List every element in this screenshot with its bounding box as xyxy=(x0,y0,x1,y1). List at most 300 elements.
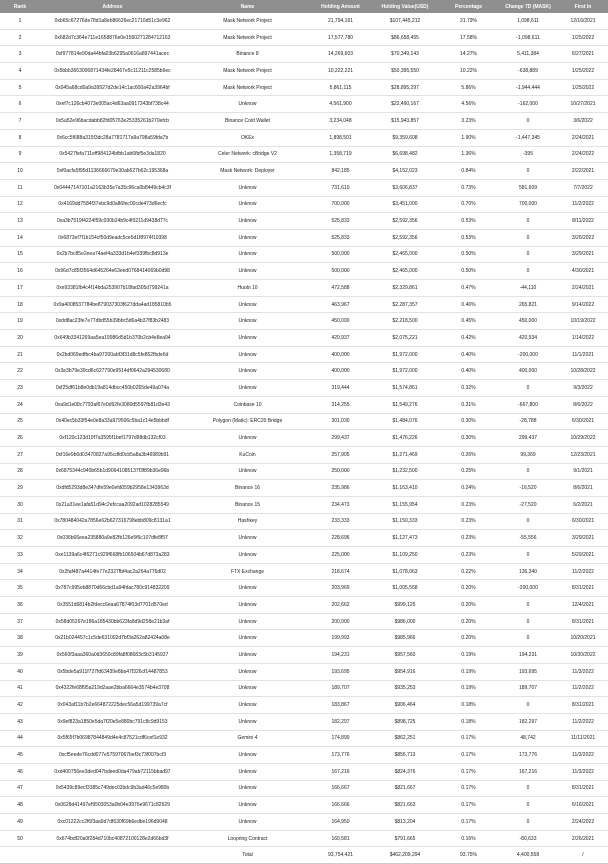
address-cell[interactable]: 0x682d7c364e711e1658876e0e1560271284712163 xyxy=(40,29,185,46)
address-cell[interactable]: 0x5bbb3663006871434fe28467e5c11211c2585b6ec xyxy=(40,63,185,80)
rank-cell: 28 xyxy=(0,463,40,480)
percentage-cell: 0.84% xyxy=(439,163,498,180)
address-cell[interactable]: 0x4169dd7584f37ebc9d0a86fec00cde473d6ecfc xyxy=(40,196,185,213)
name-cell: OKEx xyxy=(185,129,310,146)
change-7d-cell: 193,695 xyxy=(498,663,558,680)
name-cell: Unknow xyxy=(185,797,310,814)
table-row xyxy=(0,63,608,80)
total-holding-amount: 93,754,421 xyxy=(310,847,371,864)
table-row xyxy=(0,814,608,831)
percentage-cell: 0.17% xyxy=(439,780,498,797)
percentage-cell: 0.20% xyxy=(439,580,498,597)
name-cell: Unknow xyxy=(185,814,310,831)
holding-value-cell: $2,465,000 xyxy=(371,246,439,263)
address-cell[interactable]: 0xf25df61b8e0db19a814dbcc450b0265de49a074a xyxy=(40,380,185,397)
address-cell[interactable]: 0xcf5eede76cdd077e57597067bef3c73f007bcf3 xyxy=(40,747,185,764)
address-cell[interactable]: 0x043af11b7b2e664872225dec56a5d199739a7cf xyxy=(40,697,185,714)
change-7d-cell: 0 xyxy=(498,547,558,564)
header-rank[interactable]: Rank xyxy=(0,0,40,13)
first-in-cell: 11/11/2021 xyxy=(558,730,608,747)
holding-value-cell: $107,445,212 xyxy=(371,13,439,29)
change-7d-cell: -16,520 xyxy=(498,480,558,497)
rank-cell: 43 xyxy=(0,713,40,730)
holding-value-cell: $1,155,954 xyxy=(371,496,439,513)
percentage-cell: 14.27% xyxy=(439,46,498,63)
name-cell: KuCoin xyxy=(185,446,310,463)
rank-cell: 18 xyxy=(0,296,40,313)
address-cell[interactable]: 0x5f65f7b06987844849d4e4c87521cdf6cef1e932 xyxy=(40,730,185,747)
first-in-cell: 10/30/2022 xyxy=(558,647,608,664)
name-cell: Unknow xyxy=(185,747,310,764)
percentage-cell: 0.46% xyxy=(439,296,498,313)
holding-amount-cell: 166,666 xyxy=(310,797,371,814)
holding-value-cell: $1,150,333 xyxy=(371,513,439,530)
holding-amount-cell: 21,794,161 xyxy=(310,13,371,29)
address-cell[interactable]: 0x21b024457c1c5de631002d7bf3a262a82424a08e xyxy=(40,630,185,647)
percentage-cell: 0.42% xyxy=(439,330,498,347)
percentage-cell: 3.23% xyxy=(439,113,498,130)
first-in-cell: 8/31/2021 xyxy=(558,580,608,597)
change-7d-cell: 0 xyxy=(498,597,558,614)
table-body xyxy=(0,13,608,847)
address-cell[interactable]: 0x04447147101a2163b35e7a35c96ca0b8449cb4c3f xyxy=(40,179,185,196)
percentage-cell: 0.16% xyxy=(439,830,498,847)
change-7d-cell: -200,000 xyxy=(498,346,558,363)
first-in-cell: 11/3/2022 xyxy=(558,763,608,780)
rank-cell: 45 xyxy=(0,747,40,764)
change-7d-cell: 0 xyxy=(498,213,558,230)
percentage-cell: 21.79% xyxy=(439,13,498,29)
table-row xyxy=(0,747,608,764)
name-cell: Mask Network Project xyxy=(185,29,310,46)
first-in-cell: 10/27/2021 xyxy=(558,96,608,113)
holding-value-cell: $2,075,221 xyxy=(371,330,439,347)
address-cell[interactable]: 0x674bdf20a0f284d710bc40872100128e2d66bd3f xyxy=(40,830,185,847)
holding-amount-cell: 167,216 xyxy=(310,763,371,780)
holding-value-cell: $957,560 xyxy=(371,647,439,664)
address-cell[interactable]: 0xc01222cc2f6f3aa9d7df630f69b6edbe196d9048 xyxy=(40,814,185,831)
first-in-cell: 12/23/2021 xyxy=(558,446,608,463)
address-cell[interactable]: 0xe1139a6c4f6271c929f668fb106504b67d873a283 xyxy=(40,547,185,564)
percentage-cell: 0.17% xyxy=(439,797,498,814)
change-7d-cell: 450,000 xyxy=(498,313,558,330)
first-in-cell: 7/7/2022 xyxy=(558,179,608,196)
table-row xyxy=(0,280,608,297)
percentage-cell: 0.19% xyxy=(439,647,498,664)
change-7d-cell: -27,520 xyxy=(498,496,558,513)
first-in-cell: 1/25/2022 xyxy=(558,79,608,96)
table-row xyxy=(0,563,608,580)
holding-amount-cell: 10,222,221 xyxy=(310,63,371,80)
address-cell[interactable]: 0xf16e9b0d03470827a95cdfd0cb5a8a3b46989b91 xyxy=(40,446,185,463)
holding-value-cell: $821,667 xyxy=(371,780,439,797)
name-cell: Unknow xyxy=(185,313,310,330)
first-in-cell: 5/29/2021 xyxy=(558,547,608,564)
address-cell[interactable]: 0xdfd5293d8e347dfe59e0efd059b2958e1343963d xyxy=(40,480,185,497)
rank-cell: 44 xyxy=(0,730,40,747)
header-address[interactable]: Address xyxy=(40,0,185,13)
address-cell[interactable]: 0x40ec5b33f54e0e8a33a979506c5ba1c14e5bbbdf xyxy=(40,413,185,430)
name-cell: Unknow xyxy=(185,597,310,614)
holding-amount-cell: 450,000 xyxy=(310,313,371,330)
holding-value-cell: $985,966 xyxy=(371,630,439,647)
holding-amount-cell: 319,444 xyxy=(310,380,371,397)
address-cell[interactable]: 0x2bd069edfbc4ba97200abf3f31d8c5fe852fbde6d xyxy=(40,346,185,363)
table-row xyxy=(0,13,608,29)
table-row xyxy=(0,713,608,730)
holding-value-cell: $813,204 xyxy=(371,814,439,831)
name-cell: Unknow xyxy=(185,697,310,714)
address-cell[interactable]: 0xe93381fb4c4f14bda253907b18fad305d799241a xyxy=(40,280,185,297)
name-cell: Unknow xyxy=(185,179,310,196)
address-cell[interactable]: 0x6875344c940b65b1d90641085137f3f89b36e96b xyxy=(40,463,185,480)
percentage-cell: 0.40% xyxy=(439,346,498,363)
rank-cell: 34 xyxy=(0,563,40,580)
holding-amount-cell: 5,861,115 xyxy=(310,79,371,96)
address-cell[interactable]: 0xef7c126cb4073e005ac4d63aa0917243bf738c44 xyxy=(40,96,185,113)
holding-value-cell: $856,713 xyxy=(371,747,439,764)
rank-cell: 23 xyxy=(0,380,40,397)
first-in-cell: 1/14/2022 xyxy=(558,330,608,347)
address-cell[interactable]: 0x2faf487a4414fe77e2327fbf4ac2a264a776d02 xyxy=(40,563,185,580)
holding-value-cell: $1,127,473 xyxy=(371,530,439,547)
address-cell[interactable]: 0xa3b7519f4224f59c030b24b9c4f0211d9438d77c xyxy=(40,213,185,230)
holding-value-cell: $2,465,000 xyxy=(371,263,439,280)
first-in-cell: 11/2/2022 xyxy=(558,196,608,213)
table-row xyxy=(0,630,608,647)
rank-cell: 29 xyxy=(0,480,40,497)
holding-value-cell: $50,395,550 xyxy=(371,63,439,80)
name-cell: Hashkey xyxy=(185,513,310,530)
holding-amount-cell: 218,674 xyxy=(310,563,371,580)
holding-amount-cell: 235,986 xyxy=(310,480,371,497)
rank-cell: 46 xyxy=(0,763,40,780)
percentage-cell: 0.23% xyxy=(439,547,498,564)
address-cell[interactable]: 0x2b7bc85e2eea74aef4a333d1b4ef339fbc8d913e xyxy=(40,246,185,263)
first-in-cell: 10/28/2022 xyxy=(558,363,608,380)
address-cell[interactable]: 0x0628d41497ef9503053a0b04e3976e9671c82629 xyxy=(40,797,185,814)
address-cell[interactable]: 0xdd8ac23fe7e77dbd55b39bbc5d6a4b37f83b2483 xyxy=(40,313,185,330)
first-in-cell: 2/24/2022 xyxy=(558,814,608,831)
first-in-cell: 11/1/2021 xyxy=(558,346,608,363)
table-row xyxy=(0,663,608,680)
table-row xyxy=(0,763,608,780)
table-row xyxy=(0,96,608,113)
rank-cell: 49 xyxy=(0,814,40,831)
table-row xyxy=(0,480,608,497)
change-7d-cell: 136,340 xyxy=(498,563,558,580)
address-cell[interactable]: 0x3551d6814b2fdecc6eaa67874f03d7701d570ed xyxy=(40,597,185,614)
address-cell[interactable]: 0x6873ef7f1b154cf50d9eadc5ce5d1f8974f10398 xyxy=(40,229,185,246)
percentage-cell: 5.86% xyxy=(439,79,498,96)
address-cell[interactable]: 0xf977814e90da44bfa03b6295a0616a897441acec xyxy=(40,46,185,63)
change-7d-cell: 0 xyxy=(498,697,558,714)
table-row xyxy=(0,830,608,847)
percentage-cell: 0.17% xyxy=(439,814,498,831)
name-cell: Unknow xyxy=(185,430,310,447)
name-cell: Gemini 4 xyxy=(185,730,310,747)
name-cell: Mask Network Project xyxy=(185,13,310,29)
table-row xyxy=(0,363,608,380)
name-cell: Unknow xyxy=(185,380,310,397)
change-7d-cell: -667,800 xyxy=(498,396,558,413)
change-7d-cell: 299,437 xyxy=(498,430,558,447)
address-cell[interactable]: 0xf120c123d10f7a3595f1bef1797d98db132cf03 xyxy=(40,430,185,447)
name-cell: Unknow xyxy=(185,263,310,280)
address-cell[interactable]: 0x3e3b79e30cd6c627790e9514df0642a294530680 xyxy=(40,363,185,380)
percentage-cell: 0.40% xyxy=(439,363,498,380)
first-in-cell: 11/3/2022 xyxy=(558,663,608,680)
address-cell[interactable]: 0x96d7c85f3564d645264e63eed0768414069b0d98 xyxy=(40,263,185,280)
header-name[interactable]: Name xyxy=(185,0,310,13)
rank-cell: 7 xyxy=(0,113,40,130)
name-cell: Unknow xyxy=(185,213,310,230)
name-cell: Unknow xyxy=(185,713,310,730)
holding-value-cell: $1,078,063 xyxy=(371,563,439,580)
holding-amount-cell: 194,231 xyxy=(310,647,371,664)
rank-cell: 39 xyxy=(0,647,40,664)
first-in-cell: 11/2/2022 xyxy=(558,563,608,580)
percentage-cell: 0.17% xyxy=(439,763,498,780)
table-row xyxy=(0,346,608,363)
address-cell[interactable]: 0x21a31ee1afa51d94c2efccaa2092ad1028285549 xyxy=(40,496,185,513)
rank-cell: 14 xyxy=(0,229,40,246)
table-row xyxy=(0,580,608,597)
name-cell: Binance Cold Wallet xyxy=(185,113,310,130)
first-in-cell: 10/29/2022 xyxy=(558,430,608,447)
total-change-7d: 4,400,558 xyxy=(498,847,558,864)
first-in-cell: 9/3/2022 xyxy=(558,380,608,397)
holding-amount-cell: 203,969 xyxy=(310,580,371,597)
first-in-cell: 6/30/2021 xyxy=(558,413,608,430)
first-in-cell: 2/24/2022 xyxy=(558,146,608,163)
percentage-cell: 1.36% xyxy=(439,146,498,163)
name-cell: Unknow xyxy=(185,96,310,113)
percentage-cell: 0.50% xyxy=(439,246,498,263)
address-cell[interactable]: 0x58d05267e186a185430bb623fa8d9d258e21b3af xyxy=(40,613,185,630)
rank-cell: 10 xyxy=(0,163,40,180)
header-change-7d[interactable]: Change 7D (MASK) xyxy=(498,0,558,13)
table-row xyxy=(0,413,608,430)
change-7d-cell: 0 xyxy=(498,463,558,480)
change-7d-cell: 182,297 xyxy=(498,713,558,730)
address-cell[interactable]: 0xd400756ee3ded047bdeed0da479ab72115bbad97 xyxy=(40,763,185,780)
table-row xyxy=(0,179,608,196)
table-row xyxy=(0,29,608,46)
rank-cell: 21 xyxy=(0,346,40,363)
table-row xyxy=(0,313,608,330)
holding-amount-cell: 700,000 xyxy=(310,196,371,213)
address-cell[interactable]: 0xf0acfa5f95d1136666679e30ab627b62c195368a xyxy=(40,163,185,180)
rank-cell: 13 xyxy=(0,213,40,230)
rank-cell: 50 xyxy=(0,830,40,847)
change-7d-cell: 0 xyxy=(498,380,558,397)
percentage-cell: 0.30% xyxy=(439,430,498,447)
table-row xyxy=(0,446,608,463)
rank-cell: 4 xyxy=(0,63,40,80)
address-cell[interactable]: 0x5a52e96bacdabb82fd05763e25335261b270efcb xyxy=(40,113,185,130)
name-cell: Mask Network Project xyxy=(185,79,310,96)
address-cell[interactable]: 0x6cc5f688a315f3dc28a7781717a9a798a59fda7b xyxy=(40,129,185,146)
rank-cell: 5 xyxy=(0,79,40,96)
holding-value-cell: $791,665 xyxy=(371,830,439,847)
holding-value-cell: $898,725 xyxy=(371,713,439,730)
change-7d-cell: 5,411,384 xyxy=(498,46,558,63)
rank-cell: 30 xyxy=(0,496,40,513)
first-in-cell: 11/2/2022 xyxy=(558,680,608,697)
holding-amount-cell: 225,000 xyxy=(310,547,371,564)
name-cell: Celer Network: cBridge V2 xyxy=(185,146,310,163)
percentage-cell: 0.50% xyxy=(439,263,498,280)
holding-amount-cell: 257,905 xyxy=(310,446,371,463)
first-in-cell: 10/19/2022 xyxy=(558,313,608,330)
address-cell[interactable]: 0x780484042a7856e62b627316798ebb809c8131a1 xyxy=(40,513,185,530)
rank-cell: 47 xyxy=(0,780,40,797)
change-7d-cell: -55,556 xyxy=(498,530,558,547)
rank-cell: 48 xyxy=(0,797,40,814)
holding-amount-cell: 1,358,719 xyxy=(310,146,371,163)
change-7d-cell: 194,231 xyxy=(498,647,558,664)
change-7d-cell: 0 xyxy=(498,797,558,814)
holding-value-cell: $6,698,482 xyxy=(371,146,439,163)
table-row xyxy=(0,780,608,797)
percentage-cell: 0.45% xyxy=(439,313,498,330)
holding-value-cell: $1,232,500 xyxy=(371,463,439,480)
first-in-cell: 8/11/2022 xyxy=(558,213,608,230)
percentage-cell: 0.18% xyxy=(439,713,498,730)
change-7d-cell: -28,788 xyxy=(498,413,558,430)
holding-value-cell: $2,218,500 xyxy=(371,313,439,330)
first-in-cell: 2/24/2021 xyxy=(558,129,608,146)
rank-cell: 26 xyxy=(0,430,40,447)
first-in-cell: 9/14/2022 xyxy=(558,296,608,313)
address-cell[interactable]: 0x036b66eea235880a9e82fb126e5f6c107dfe8f57 xyxy=(40,530,185,547)
name-cell: Unknow xyxy=(185,346,310,363)
first-in-cell: 9/1/2021 xyxy=(558,463,608,480)
change-7d-cell: 265,821 xyxy=(498,296,558,313)
table-row xyxy=(0,597,608,614)
table-row xyxy=(0,246,608,263)
table-row xyxy=(0,196,608,213)
rank-cell: 12 xyxy=(0,196,40,213)
header-holding-value[interactable]: Holding Value(USD) xyxy=(371,0,439,13)
name-cell: Unknow xyxy=(185,613,310,630)
holding-value-cell: $1,271,469 xyxy=(371,446,439,463)
name-cell: Unknow xyxy=(185,196,310,213)
table-row xyxy=(0,296,608,313)
first-in-cell: 3/6/2022 xyxy=(558,113,608,130)
name-cell: Unknow xyxy=(185,780,310,797)
percentage-cell: 0.23% xyxy=(439,530,498,547)
holding-value-cell: $2,592,356 xyxy=(371,213,439,230)
holding-amount-cell: 174,899 xyxy=(310,730,371,747)
address-cell[interactable]: 0x5439c89ecf3385c749dec02bdc9b3ad46c5e980b xyxy=(40,780,185,797)
first-in-cell: 8/6/2022 xyxy=(558,396,608,413)
address-cell[interactable]: 0xb65c67276de78d1a8eb86626ec21710d51c3e962 xyxy=(40,13,185,29)
rank-cell: 19 xyxy=(0,313,40,330)
change-7d-cell: -1,944,444 xyxy=(498,79,558,96)
first-in-cell: 3/29/2021 xyxy=(558,246,608,263)
holding-value-cell: $986,000 xyxy=(371,613,439,630)
address-cell[interactable]: 0x649b3341269aa5ea19986d5d1b370b2cb4e8ea94 xyxy=(40,330,185,347)
holding-value-cell: $15,943,857 xyxy=(371,113,439,130)
total-percentage: 93.75% xyxy=(439,847,498,864)
holding-value-cell: $4,152,023 xyxy=(371,163,439,180)
percentage-cell: 0.32% xyxy=(439,380,498,397)
header-holding-amount[interactable]: Holding Amount xyxy=(310,0,371,13)
address-cell[interactable]: 0x4322fe68f95a219d2aae2bba6664e3574b4e3708 xyxy=(40,680,185,697)
first-in-cell: 1/25/2022 xyxy=(558,29,608,46)
percentage-cell: 0.25% xyxy=(439,463,498,480)
name-cell: Coinbase 10 xyxy=(185,396,310,413)
name-cell: Mask Network Project xyxy=(185,63,310,80)
address-cell[interactable]: 0x560f3aaa360a0d3650c89fa8f08683c5b3145927 xyxy=(40,647,185,664)
percentage-cell: 0.17% xyxy=(439,747,498,764)
name-cell: Unknow xyxy=(185,530,310,547)
rank-cell: 15 xyxy=(0,246,40,263)
holding-value-cell: $824,376 xyxy=(371,763,439,780)
table-row xyxy=(0,647,608,664)
change-7d-cell: 0 xyxy=(498,613,558,630)
table-row xyxy=(0,213,608,230)
address-cell[interactable]: 0x787c995eb8870d66cbd1a94fdac780c914832209 xyxy=(40,580,185,597)
header-first-in[interactable]: First In xyxy=(558,0,608,13)
first-in-cell: 2/22/2021 xyxy=(558,163,608,180)
holding-amount-cell: 166,667 xyxy=(310,780,371,797)
name-cell: Unknow xyxy=(185,680,310,697)
address-cell[interactable]: 0x045a68cd0a9a39927d2de14c1ac600a42a3964bf xyxy=(40,79,185,96)
first-in-cell: 3/26/2022 xyxy=(558,229,608,246)
rank-cell: 32 xyxy=(0,530,40,547)
holding-amount-cell: 14,269,603 xyxy=(310,46,371,63)
first-in-cell: 6/30/2021 xyxy=(558,513,608,530)
total-row xyxy=(0,847,608,864)
holding-amount-cell: 299,437 xyxy=(310,430,371,447)
change-7d-cell: 420,934 xyxy=(498,330,558,347)
name-cell: Unknow xyxy=(185,663,310,680)
first-in-cell: 6/27/2021 xyxy=(558,46,608,63)
change-7d-cell: -200,000 xyxy=(498,580,558,597)
percentage-cell: 0.23% xyxy=(439,513,498,530)
holding-amount-cell: 193,695 xyxy=(310,663,371,680)
percentage-cell: 0.19% xyxy=(439,663,498,680)
address-cell[interactable]: 0x9ef823a1850e5da7f20e5e880bc791c8c9d9153 xyxy=(40,713,185,730)
table-row xyxy=(0,330,608,347)
first-in-cell: 12/4/2021 xyxy=(558,597,608,614)
change-7d-cell: 0 xyxy=(498,814,558,831)
address-cell[interactable]: 0x9a4008537784be879037303f627dda4ad185810b5 xyxy=(40,296,185,313)
address-cell[interactable]: 0x5bde5a911f727fd63439e8ba47f326cf14487853 xyxy=(40,663,185,680)
holding-value-cell: $28,895,297 xyxy=(371,79,439,96)
holding-value-cell: $862,251 xyxy=(371,730,439,747)
percentage-cell: 0.20% xyxy=(439,597,498,614)
total-first-in: / xyxy=(558,847,608,864)
first-in-cell: 1/25/2022 xyxy=(558,63,608,80)
holding-value-cell: $2,329,861 xyxy=(371,280,439,297)
table-header-row xyxy=(0,0,608,13)
address-cell[interactable]: 0xa9d1e08c7793af67e0d92fe3080d5597fb81d3e43 xyxy=(40,396,185,413)
rank-cell: 37 xyxy=(0,613,40,630)
total-rank-cell xyxy=(0,847,40,864)
change-7d-cell: -44,110 xyxy=(498,280,558,297)
table-row xyxy=(0,163,608,180)
change-7d-cell: -395 xyxy=(498,146,558,163)
first-in-cell: 6/16/2021 xyxy=(558,797,608,814)
name-cell: Binance 15 xyxy=(185,496,310,513)
header-percentage[interactable]: Percentage xyxy=(439,0,498,13)
percentage-cell: 0.30% xyxy=(439,413,498,430)
address-cell[interactable]: 0x5427fefa711eff984124bfbb1ab6fbf5e3da1820 xyxy=(40,146,185,163)
